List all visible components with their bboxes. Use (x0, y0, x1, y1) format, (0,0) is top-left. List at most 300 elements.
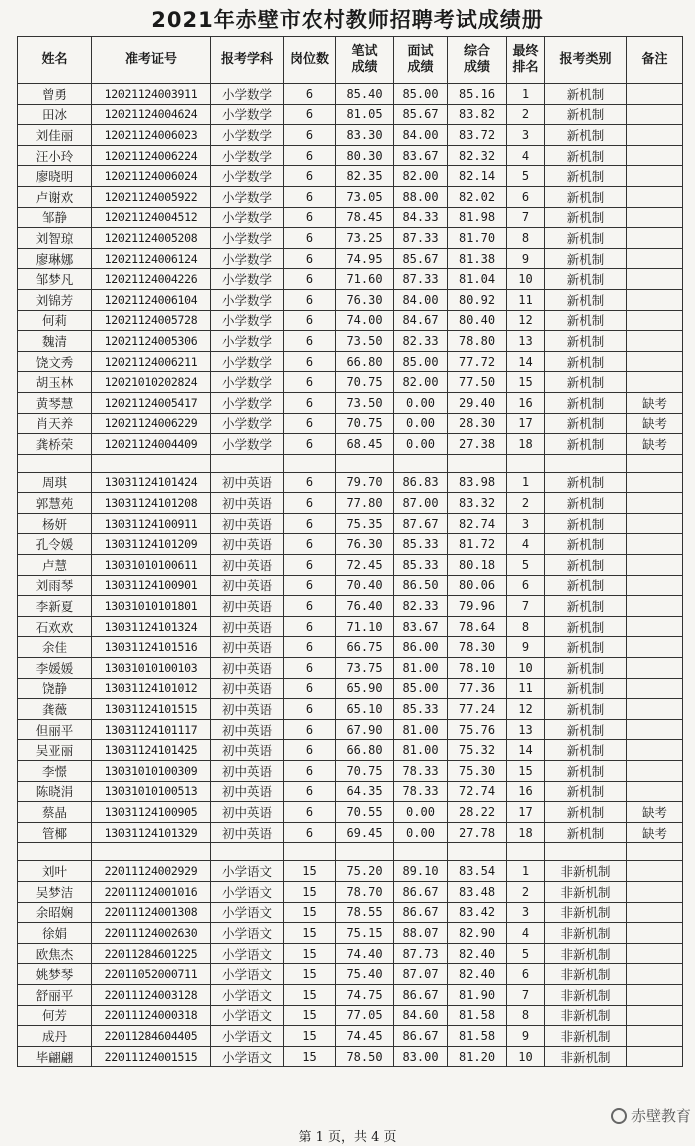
cell-remark (627, 289, 683, 310)
cell-subject: 小学数学 (211, 372, 284, 393)
cell-rank: 12 (507, 310, 545, 331)
cell-composite: 82.40 (448, 943, 507, 964)
table-row (18, 719, 683, 740)
cell-name: 周琪 (18, 472, 92, 493)
cell-interview: 89.10 (394, 861, 448, 882)
cell-composite: 81.90 (448, 984, 507, 1005)
cell-rank: 3 (507, 902, 545, 923)
cell-category: 新机制 (545, 434, 627, 455)
cell-written: 78.55 (336, 902, 394, 923)
cell-composite: 81.58 (448, 1005, 507, 1026)
cell-exam-id: 13031124101424 (92, 472, 211, 493)
cell-composite: 80.06 (448, 575, 507, 596)
cell-subject: 初中英语 (211, 575, 284, 596)
cell-remark (627, 861, 683, 882)
cell-interview: 82.00 (394, 372, 448, 393)
table-row (18, 699, 683, 720)
table-row (18, 248, 683, 269)
table-row (18, 616, 683, 637)
cell-remark (627, 351, 683, 372)
cell-composite: 80.18 (448, 555, 507, 576)
cell-positions: 6 (284, 616, 336, 637)
cell-subject: 小学数学 (211, 331, 284, 352)
col-header-written: 笔试 成绩 (336, 37, 394, 84)
cell-composite: 77.72 (448, 351, 507, 372)
cell-interview: 85.33 (394, 555, 448, 576)
cell-interview: 88.07 (394, 923, 448, 944)
cell-positions: 6 (284, 534, 336, 555)
table-row (18, 902, 683, 923)
cell-remark (627, 372, 683, 393)
cell-subject: 初中英语 (211, 534, 284, 555)
cell-remark (627, 943, 683, 964)
cell-composite: 78.10 (448, 658, 507, 679)
cell-name: 邹静 (18, 207, 92, 228)
cell-subject: 初中英语 (211, 472, 284, 493)
cell-rank: 9 (507, 637, 545, 658)
cell-positions: 6 (284, 513, 336, 534)
cell-positions: 6 (284, 555, 336, 576)
page-footer: 第 1 页，共 4 页 (298, 1130, 397, 1145)
cell-interview: 84.60 (394, 1005, 448, 1026)
cell-remark (627, 740, 683, 761)
cell-subject: 小学语文 (211, 984, 284, 1005)
cell-subject: 初中英语 (211, 637, 284, 658)
cell-rank: 12 (507, 699, 545, 720)
group-separator (18, 454, 683, 472)
cell-rank: 2 (507, 493, 545, 514)
cell-positions: 6 (284, 84, 336, 105)
cell-category: 新机制 (545, 289, 627, 310)
cell-positions: 15 (284, 943, 336, 964)
cell-composite: 83.48 (448, 881, 507, 902)
table-row (18, 493, 683, 514)
cell-name: 蔡晶 (18, 802, 92, 823)
cell-subject: 初中英语 (211, 493, 284, 514)
cell-rank: 18 (507, 434, 545, 455)
cell-subject: 小学数学 (211, 125, 284, 146)
cell-positions: 6 (284, 740, 336, 761)
cell-interview: 87.07 (394, 964, 448, 985)
cell-written: 81.05 (336, 104, 394, 125)
cell-name: 吴梦洁 (18, 881, 92, 902)
table-row (18, 228, 683, 249)
table-row (18, 1026, 683, 1047)
cell-subject: 小学语文 (211, 881, 284, 902)
cell-written: 70.75 (336, 372, 394, 393)
cell-interview: 86.67 (394, 902, 448, 923)
cell-category: 新机制 (545, 186, 627, 207)
cell-name: 卢慧 (18, 555, 92, 576)
table-row (18, 802, 683, 823)
cell-exam-id: 13031124101329 (92, 822, 211, 843)
cell-subject: 小学数学 (211, 413, 284, 434)
cell-subject: 初中英语 (211, 781, 284, 802)
cell-remark (627, 658, 683, 679)
cell-exam-id: 13031010100103 (92, 658, 211, 679)
cell-interview: 85.67 (394, 104, 448, 125)
cell-remark (627, 310, 683, 331)
cell-positions: 15 (284, 1026, 336, 1047)
cell-rank: 1 (507, 861, 545, 882)
cell-exam-id: 13031124100905 (92, 802, 211, 823)
cell-composite: 81.38 (448, 248, 507, 269)
cell-subject: 小学数学 (211, 434, 284, 455)
cell-category: 新机制 (545, 413, 627, 434)
cell-written: 78.50 (336, 1046, 394, 1067)
cell-remark (627, 555, 683, 576)
cell-written: 66.80 (336, 740, 394, 761)
cell-category: 新机制 (545, 207, 627, 228)
cell-remark (627, 228, 683, 249)
cell-interview: 85.33 (394, 534, 448, 555)
cell-written: 76.40 (336, 596, 394, 617)
cell-exam-id: 12021124006229 (92, 413, 211, 434)
cell-rank: 2 (507, 881, 545, 902)
cell-remark (627, 596, 683, 617)
cell-composite: 80.40 (448, 310, 507, 331)
cell-remark (627, 719, 683, 740)
table-row (18, 861, 683, 882)
cell-category: 新机制 (545, 125, 627, 146)
cell-composite: 78.80 (448, 331, 507, 352)
cell-positions: 6 (284, 802, 336, 823)
cell-remark (627, 781, 683, 802)
cell-positions: 6 (284, 596, 336, 617)
cell-interview: 88.00 (394, 186, 448, 207)
cell-exam-id: 13031124101425 (92, 740, 211, 761)
cell-name: 余昭娴 (18, 902, 92, 923)
watermark (611, 1105, 691, 1126)
cell-interview: 84.00 (394, 289, 448, 310)
cell-composite: 81.20 (448, 1046, 507, 1067)
cell-positions: 6 (284, 372, 336, 393)
cell-written: 75.35 (336, 513, 394, 534)
cell-subject: 小学语文 (211, 1005, 284, 1026)
cell-exam-id: 13031124101208 (92, 493, 211, 514)
cell-rank: 16 (507, 392, 545, 413)
cell-category: 非新机制 (545, 923, 627, 944)
cell-written: 74.00 (336, 310, 394, 331)
cell-exam-id: 22011284604405 (92, 1026, 211, 1047)
cell-remark (627, 248, 683, 269)
cell-remark: 缺考 (627, 392, 683, 413)
cell-subject: 小学数学 (211, 269, 284, 290)
cell-exam-id: 12021124005922 (92, 186, 211, 207)
cell-interview: 86.00 (394, 637, 448, 658)
cell-category: 非新机制 (545, 1026, 627, 1047)
cell-written: 80.30 (336, 145, 394, 166)
cell-exam-id: 12021124005417 (92, 392, 211, 413)
cell-exam-id: 22011284601225 (92, 943, 211, 964)
table-row (18, 269, 683, 290)
cell-exam-id: 13031010101801 (92, 596, 211, 617)
cell-remark (627, 637, 683, 658)
cell-subject: 初中英语 (211, 678, 284, 699)
cell-name: 刘佳丽 (18, 125, 92, 146)
cell-written: 71.10 (336, 616, 394, 637)
cell-positions: 6 (284, 351, 336, 372)
cell-category: 新机制 (545, 372, 627, 393)
cell-exam-id: 22011124001515 (92, 1046, 211, 1067)
cell-name: 龚薇 (18, 699, 92, 720)
cell-remark: 缺考 (627, 413, 683, 434)
cell-positions: 6 (284, 186, 336, 207)
cell-name: 李新夏 (18, 596, 92, 617)
cell-exam-id: 12021124006023 (92, 125, 211, 146)
cell-category: 非新机制 (545, 1046, 627, 1067)
cell-positions: 15 (284, 881, 336, 902)
cell-positions: 6 (284, 658, 336, 679)
cell-exam-id: 12021124005208 (92, 228, 211, 249)
group-separator (18, 843, 683, 861)
cell-positions: 15 (284, 1046, 336, 1067)
cell-interview: 84.00 (394, 125, 448, 146)
cell-composite: 27.78 (448, 822, 507, 843)
cell-name: 刘智琼 (18, 228, 92, 249)
cell-remark (627, 984, 683, 1005)
cell-subject: 小学数学 (211, 84, 284, 105)
cell-exam-id: 12021124006211 (92, 351, 211, 372)
cell-rank: 3 (507, 125, 545, 146)
col-header-positions: 岗位数 (284, 37, 336, 84)
cell-remark (627, 125, 683, 146)
table-row (18, 984, 683, 1005)
cell-rank: 5 (507, 166, 545, 187)
cell-subject: 小学语文 (211, 1026, 284, 1047)
cell-composite: 75.32 (448, 740, 507, 761)
cell-remark (627, 207, 683, 228)
cell-name: 龚桥荣 (18, 434, 92, 455)
cell-rank: 10 (507, 658, 545, 679)
cell-remark (627, 616, 683, 637)
cell-positions: 6 (284, 637, 336, 658)
cell-remark (627, 145, 683, 166)
cell-interview: 86.83 (394, 472, 448, 493)
cell-rank: 1 (507, 472, 545, 493)
cell-composite: 80.92 (448, 289, 507, 310)
cell-written: 66.80 (336, 351, 394, 372)
cell-rank: 3 (507, 513, 545, 534)
cell-subject: 初中英语 (211, 658, 284, 679)
col-header-category: 报考类别 (545, 37, 627, 84)
cell-remark (627, 964, 683, 985)
cell-positions: 15 (284, 861, 336, 882)
table-row (18, 1046, 683, 1067)
cell-name: 但丽平 (18, 719, 92, 740)
cell-name: 杨妍 (18, 513, 92, 534)
cell-category: 新机制 (545, 228, 627, 249)
cell-rank: 9 (507, 248, 545, 269)
cell-interview: 85.33 (394, 699, 448, 720)
cell-rank: 1 (507, 84, 545, 105)
cell-remark (627, 104, 683, 125)
cell-exam-id: 12021124006124 (92, 248, 211, 269)
cell-category: 新机制 (545, 351, 627, 372)
cell-rank: 8 (507, 228, 545, 249)
cell-exam-id: 13031124101012 (92, 678, 211, 699)
cell-positions: 6 (284, 822, 336, 843)
cell-composite: 75.30 (448, 761, 507, 782)
cell-name: 饶静 (18, 678, 92, 699)
cell-positions: 6 (284, 761, 336, 782)
cell-positions: 6 (284, 289, 336, 310)
cell-subject: 初中英语 (211, 802, 284, 823)
table-row (18, 1005, 683, 1026)
page-title: 2021年赤壁市农村教师招聘考试成绩册 (151, 8, 544, 32)
cell-positions: 6 (284, 699, 336, 720)
cell-rank: 7 (507, 596, 545, 617)
cell-remark (627, 699, 683, 720)
cell-category: 新机制 (545, 472, 627, 493)
cell-category: 新机制 (545, 145, 627, 166)
cell-written: 66.75 (336, 637, 394, 658)
table-row (18, 781, 683, 802)
cell-interview: 0.00 (394, 802, 448, 823)
cell-interview: 86.67 (394, 1026, 448, 1047)
cell-composite: 77.24 (448, 699, 507, 720)
table-row (18, 145, 683, 166)
cell-composite: 81.98 (448, 207, 507, 228)
cell-interview: 86.67 (394, 984, 448, 1005)
cell-composite: 83.82 (448, 104, 507, 125)
cell-interview: 85.00 (394, 84, 448, 105)
cell-positions: 6 (284, 678, 336, 699)
cell-exam-id: 13031124101324 (92, 616, 211, 637)
cell-subject: 小学数学 (211, 248, 284, 269)
cell-name: 余佳 (18, 637, 92, 658)
cell-interview: 85.00 (394, 351, 448, 372)
cell-remark: 缺考 (627, 434, 683, 455)
cell-written: 74.95 (336, 248, 394, 269)
col-header-remark: 备注 (627, 37, 683, 84)
cell-positions: 6 (284, 207, 336, 228)
table-row (18, 513, 683, 534)
cell-positions: 6 (284, 413, 336, 434)
cell-interview: 83.67 (394, 616, 448, 637)
cell-positions: 6 (284, 781, 336, 802)
cell-exam-id: 22011124001016 (92, 881, 211, 902)
cell-written: 71.60 (336, 269, 394, 290)
cell-composite: 27.38 (448, 434, 507, 455)
cell-name: 胡玉林 (18, 372, 92, 393)
cell-subject: 初中英语 (211, 596, 284, 617)
cell-composite: 83.54 (448, 861, 507, 882)
cell-composite: 78.64 (448, 616, 507, 637)
cell-interview: 83.67 (394, 145, 448, 166)
table-row (18, 392, 683, 413)
cell-remark (627, 84, 683, 105)
cell-subject: 小学语文 (211, 964, 284, 985)
cell-rank: 14 (507, 740, 545, 761)
cell-subject: 初中英语 (211, 761, 284, 782)
cell-subject: 小学语文 (211, 1046, 284, 1067)
cell-positions: 6 (284, 575, 336, 596)
table-row (18, 434, 683, 455)
col-header-exam-id: 准考证号 (92, 37, 211, 84)
cell-name: 舒丽平 (18, 984, 92, 1005)
cell-rank: 8 (507, 616, 545, 637)
cell-remark: 缺考 (627, 822, 683, 843)
cell-remark (627, 923, 683, 944)
cell-name: 饶文秀 (18, 351, 92, 372)
cell-category: 新机制 (545, 575, 627, 596)
cell-name: 吴亚丽 (18, 740, 92, 761)
cell-exam-id: 12021124005306 (92, 331, 211, 352)
cell-rank: 11 (507, 678, 545, 699)
cell-remark (627, 186, 683, 207)
cell-category: 新机制 (545, 269, 627, 290)
cell-exam-id: 22011124000318 (92, 1005, 211, 1026)
cell-composite: 82.90 (448, 923, 507, 944)
cell-remark (627, 575, 683, 596)
cell-interview: 82.00 (394, 166, 448, 187)
table-row (18, 923, 683, 944)
cell-subject: 小学语文 (211, 923, 284, 944)
cell-rank: 4 (507, 145, 545, 166)
cell-positions: 15 (284, 1005, 336, 1026)
cell-positions: 6 (284, 472, 336, 493)
cell-rank: 5 (507, 943, 545, 964)
cell-composite: 81.70 (448, 228, 507, 249)
col-header-name: 姓名 (18, 37, 92, 84)
cell-interview: 86.50 (394, 575, 448, 596)
cell-composite: 75.76 (448, 719, 507, 740)
cell-name: 刘锦芳 (18, 289, 92, 310)
cell-composite: 82.40 (448, 964, 507, 985)
table-row (18, 761, 683, 782)
cell-category: 新机制 (545, 616, 627, 637)
cell-name: 刘雨琴 (18, 575, 92, 596)
cell-category: 非新机制 (545, 964, 627, 985)
cell-interview: 0.00 (394, 434, 448, 455)
cell-name: 孔令媛 (18, 534, 92, 555)
table-row (18, 351, 683, 372)
cell-positions: 6 (284, 125, 336, 146)
cell-category: 非新机制 (545, 861, 627, 882)
cell-name: 毕翩翩 (18, 1046, 92, 1067)
cell-remark (627, 1046, 683, 1067)
cell-composite: 83.42 (448, 902, 507, 923)
cell-remark (627, 269, 683, 290)
cell-subject: 小学语文 (211, 943, 284, 964)
col-header-rank: 最终 排名 (507, 37, 545, 84)
cell-remark (627, 1005, 683, 1026)
cell-name: 廖晓明 (18, 166, 92, 187)
cell-written: 68.45 (336, 434, 394, 455)
table-row (18, 310, 683, 331)
cell-exam-id: 12021124006104 (92, 289, 211, 310)
cell-composite: 29.40 (448, 392, 507, 413)
cell-rank: 17 (507, 413, 545, 434)
cell-exam-id: 22011124002929 (92, 861, 211, 882)
cell-interview: 87.33 (394, 228, 448, 249)
cell-remark (627, 1026, 683, 1047)
cell-name: 曾勇 (18, 84, 92, 105)
cell-written: 73.25 (336, 228, 394, 249)
cell-category: 非新机制 (545, 943, 627, 964)
cell-category: 非新机制 (545, 984, 627, 1005)
cell-composite: 82.32 (448, 145, 507, 166)
cell-category: 新机制 (545, 761, 627, 782)
cell-positions: 6 (284, 166, 336, 187)
cell-rank: 7 (507, 207, 545, 228)
cell-category: 新机制 (545, 719, 627, 740)
cell-name: 黄琴慧 (18, 392, 92, 413)
cell-written: 73.50 (336, 331, 394, 352)
cell-positions: 15 (284, 923, 336, 944)
cell-written: 83.30 (336, 125, 394, 146)
